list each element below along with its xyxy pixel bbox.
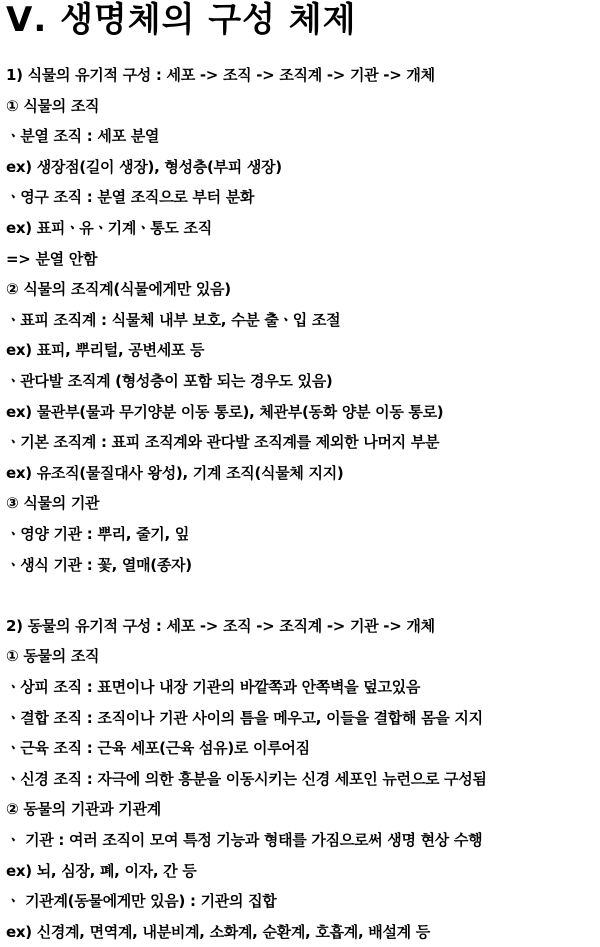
text-line: ㆍ신경 조직 : 자극에 의한 흥분을 이동시키는 신경 세포인 뉴런으로 구성됨 [6, 770, 487, 788]
text-line: ex) 표피, 뿌리털, 공변세포 등 [6, 341, 205, 359]
text-line: 2) 동물의 유기적 구성 : 세포 -> 조직 -> 조직계 -> 기관 -> 개체 [6, 617, 435, 635]
text-line: ㆍ결합 조직 : 조직이나 기관 사이의 틈을 메우고, 이들을 결합해 몸을 지지 [6, 709, 483, 727]
text-line: 1) 식물의 유기적 구성 : 세포 -> 조직 -> 조직계 -> 기관 -> 개체 [6, 66, 435, 84]
text-line: ㆍ상피 조직 : 표면이나 내장 기관의 바깥쪽과 안쪽벽을 덮고있음 [6, 678, 421, 696]
text-line: ㆍ분열 조직 : 세포 분열 [6, 127, 160, 145]
text-line: ② 동물의 기관과 기관계 [6, 800, 161, 818]
text-line: ① 동물의 조직 [6, 647, 100, 665]
text-line: ex) 생장점(길이 생장), 형성층(부피 생장) [6, 158, 282, 176]
text-line: ③ 식물의 기관 [6, 494, 100, 512]
text-line: ② 식물의 조직계(식물에게만 있음) [6, 280, 231, 298]
text-line: ex) 유조직(물질대사 왕성), 기계 조직(식물체 지지) [6, 464, 344, 482]
text-line: ㆍ생식 기관 : 꽃, 열매(종자) [6, 556, 192, 574]
text-line: => 분열 안함 [6, 250, 98, 268]
text-line: ㆍ기본 조직계 : 표피 조직계와 관다발 조직계를 제외한 나머지 부분 [6, 433, 440, 451]
page-title: Ⅴ. 생명체의 구성 체제 [6, 0, 357, 40]
text-line: ex) 표피ㆍ유ㆍ기계ㆍ통도 조직 [6, 219, 212, 237]
text-line: ㆍ근육 조직 : 근육 세포(근육 섬유)로 이루어짐 [6, 739, 310, 757]
text-line: ㆍ 기관 : 여러 조직이 모여 특정 기능과 형태를 가짐으로써 생명 현상 수행 [6, 831, 483, 849]
text-line: ㆍ영구 조직 : 분열 조직으로 부터 분화 [6, 188, 255, 206]
text-line: ① 식물의 조직 [6, 97, 100, 115]
text-line: ㆍ관다발 조직계 (형성층이 포함 되는 경우도 있음) [6, 372, 333, 390]
text-line: ㆍ 기관계(동물에게만 있음) : 기관의 집합 [6, 892, 277, 910]
text-line: ex) 뇌, 심장, 폐, 이자, 간 등 [6, 862, 197, 880]
text-line: ex) 물관부(물과 무기양분 이동 통로), 체관부(동화 양분 이동 통로) [6, 403, 444, 421]
text-line: ex) 신경계, 면역계, 내분비계, 소화계, 순환계, 호흡계, 배설계 등 [6, 923, 430, 941]
text-line: ㆍ영양 기관 : 뿌리, 줄기, 잎 [6, 525, 190, 543]
text-line: ㆍ표피 조직계 : 식물체 내부 보호, 수분 출ㆍ입 조절 [6, 311, 341, 329]
